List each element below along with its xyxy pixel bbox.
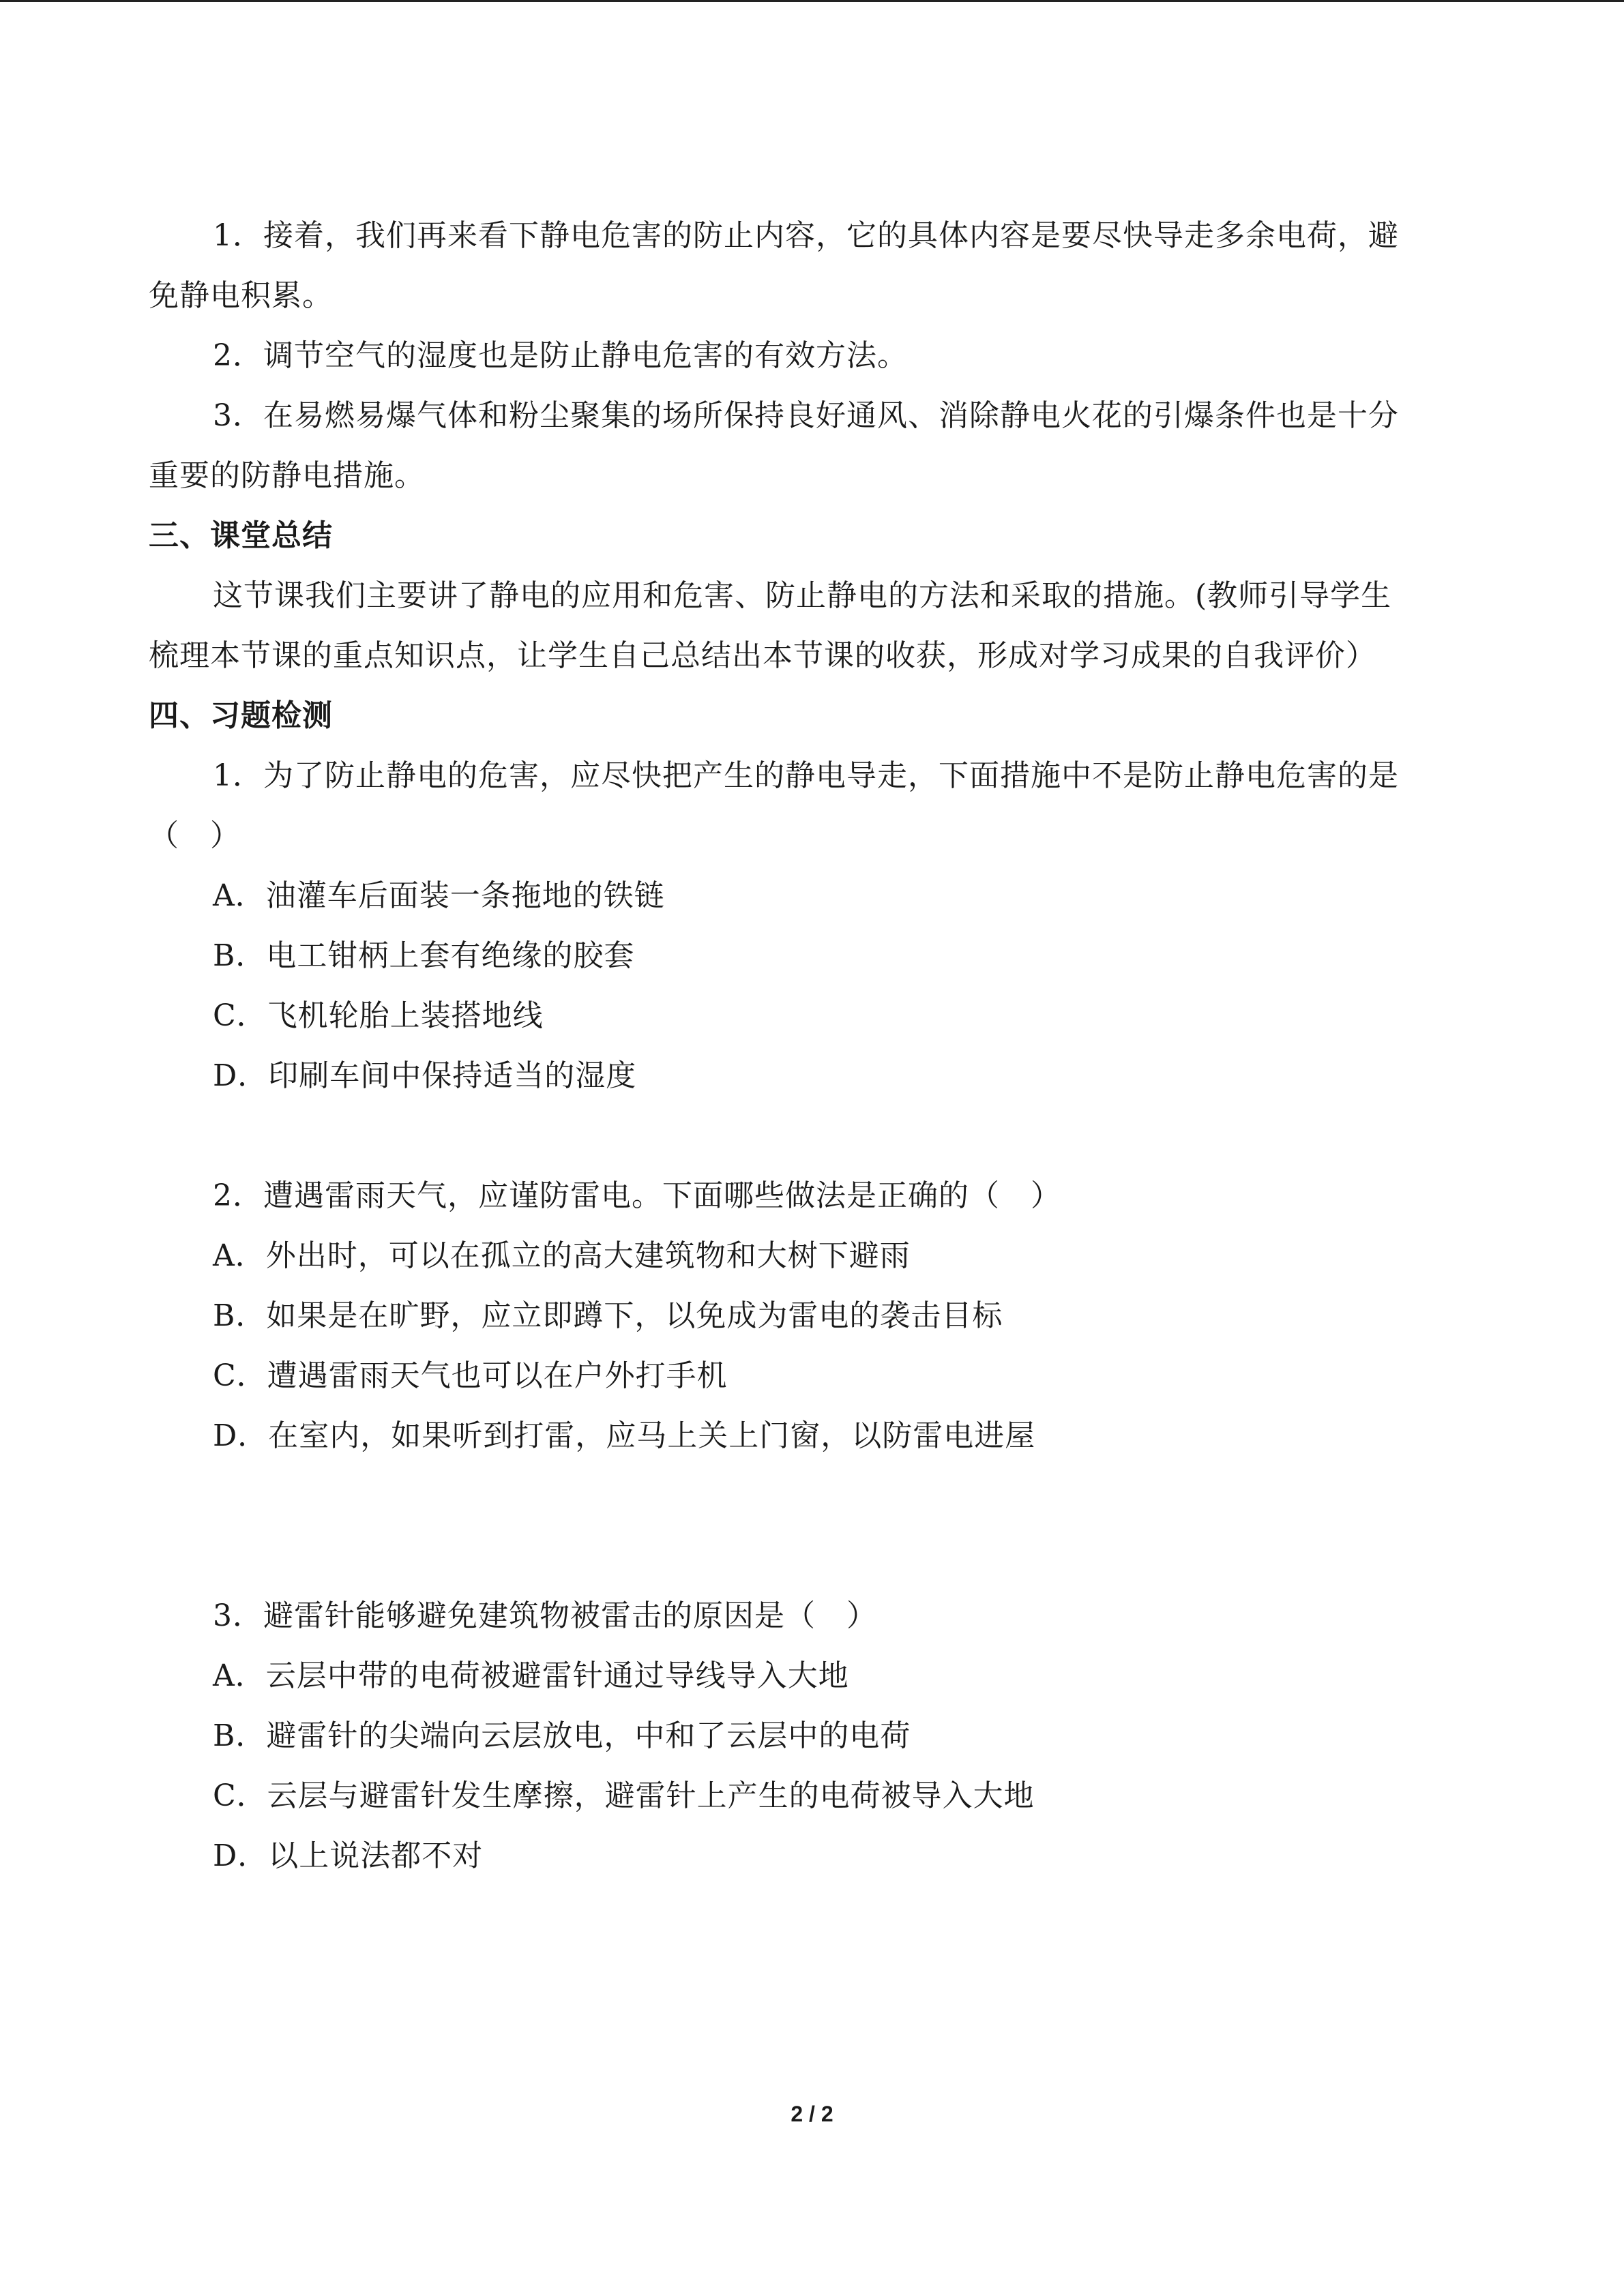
question-2-option-a: A．外出时，可以在孤立的高大建筑物和大树下避雨 <box>213 1238 911 1273</box>
question-1-option-c: C．飞机轮胎上装搭地线 <box>213 998 544 1033</box>
paragraph-2: 2．调节空气的湿度也是防止静电危害的有效方法。 <box>213 338 908 373</box>
summary-line-2: 梳理本节课的重点知识点，让学生自己总结出本节课的收获，形成对学习成果的自我评价） <box>149 638 1376 673</box>
paragraph-1-line-2: 免静电积累。 <box>149 278 333 313</box>
question-1-stem-line-1: 1．为了防止静电的危害，应尽快把产生的静电导走，下面措施中不是防止静电危害的是 <box>213 758 1399 793</box>
question-2-option-b: B．如果是在旷野，应立即蹲下，以免成为雷电的袭击目标 <box>213 1298 1003 1333</box>
section-three-heading: 三、课堂总结 <box>149 518 333 553</box>
paragraph-1-line-1: 1．接着，我们再来看下静电危害的防止内容，它的具体内容是要尽快导走多余电荷，避 <box>213 218 1399 253</box>
question-1-stem-line-2: （ ） <box>149 818 241 853</box>
summary-line-1: 这节课我们主要讲了静电的应用和危害、防止静电的方法和采取的措施。(教师引导学生 <box>213 578 1392 613</box>
section-four-heading: 四、习题检测 <box>149 698 333 733</box>
question-3-option-d: D．以上说法都不对 <box>213 1838 484 1873</box>
question-3-option-b: B．避雷针的尖端向云层放电，中和了云层中的电荷 <box>213 1718 911 1753</box>
page-number: 2 / 2 <box>791 2102 833 2126</box>
paragraph-3-line-2: 重要的防静电措施。 <box>149 458 425 493</box>
question-1-option-a: A．油灌车后面装一条拖地的铁链 <box>213 878 665 913</box>
question-2-option-d: D．在室内，如果听到打雷，应马上关上门窗，以防雷电进屋 <box>213 1418 1036 1453</box>
question-1-option-d: D．印刷车间中保持适当的湿度 <box>213 1058 637 1093</box>
question-2-stem: 2．遭遇雷雨天气，应谨防雷电。下面哪些做法是正确的（ ） <box>213 1178 1061 1213</box>
question-3-option-a: A．云层中带的电荷被避雷针通过导线导入大地 <box>213 1658 849 1693</box>
question-3-stem: 3．避雷针能够避免建筑物被雷击的原因是（ ） <box>213 1598 877 1633</box>
question-3-option-c: C．云层与避雷针发生摩擦，避雷针上产生的电荷被导入大地 <box>213 1778 1035 1813</box>
question-1-option-b: B．电工钳柄上套有绝缘的胶套 <box>213 938 635 973</box>
question-2-option-c: C．遭遇雷雨天气也可以在户外打手机 <box>213 1358 728 1393</box>
paragraph-3-line-1: 3．在易燃易爆气体和粉尘聚集的场所保持良好通风、消除静电火花的引爆条件也是十分 <box>213 398 1399 433</box>
